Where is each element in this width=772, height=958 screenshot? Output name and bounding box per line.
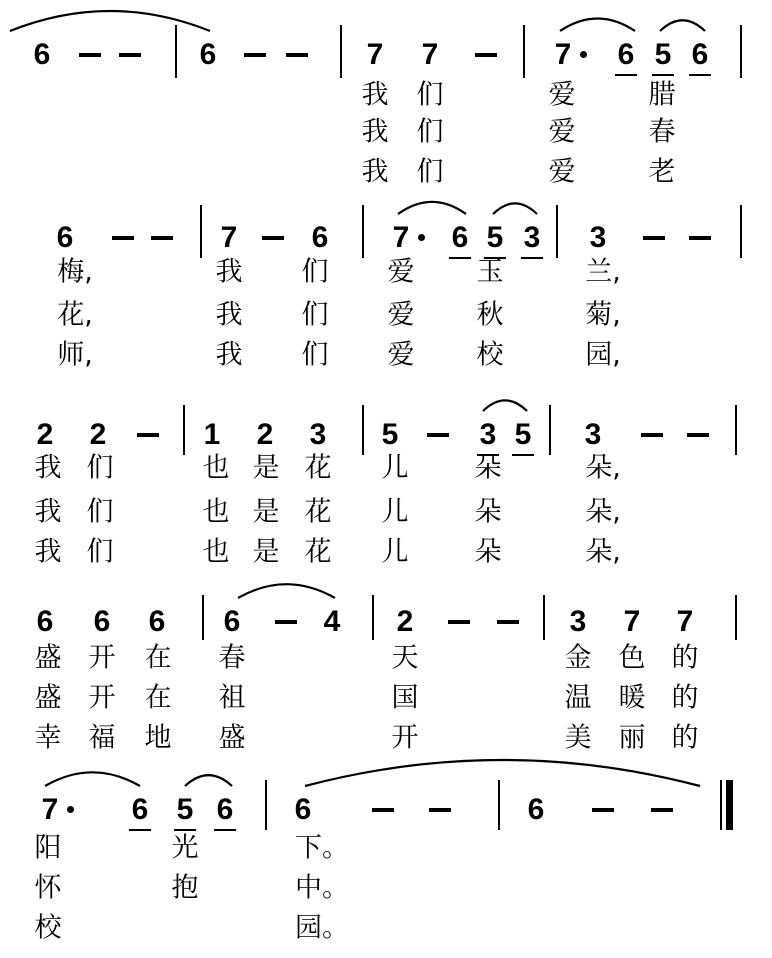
- duration-dash: [429, 808, 451, 812]
- duration-dash: [112, 236, 134, 240]
- barline: [200, 205, 202, 258]
- duration-dash: [475, 53, 497, 57]
- note: 6: [223, 605, 241, 638]
- lyric-syllable: 爱: [548, 156, 576, 188]
- lyric-syllable: 我: [361, 116, 389, 148]
- slur: [660, 20, 705, 31]
- lyric-syllable: 们: [301, 339, 329, 371]
- dotted-note-dot: [580, 51, 587, 58]
- lyric-syllable: 爱: [387, 339, 415, 371]
- lyric-syllable: 兰,: [585, 256, 621, 288]
- lyric-syllable: 我: [215, 256, 243, 288]
- duration-dash: [151, 236, 173, 240]
- lyric-syllable: 开: [88, 642, 116, 674]
- eighth-note-underline: [129, 829, 151, 831]
- lyric-syllable: 园。: [295, 912, 349, 944]
- duration-dash: [643, 236, 665, 240]
- lyric-syllable: 丽: [618, 722, 646, 754]
- lyric-syllable: 阳: [34, 832, 62, 864]
- note: 6: [199, 38, 217, 71]
- note: 6: [56, 221, 74, 254]
- note: 6: [451, 221, 469, 254]
- duration-dash: [689, 236, 711, 240]
- duration-dash: [641, 433, 663, 437]
- lyric-syllable: 朵: [474, 452, 502, 484]
- note: 7: [676, 605, 694, 638]
- lyric-syllable: 的: [671, 642, 699, 674]
- slur: [238, 584, 335, 598]
- lyric-syllable: 我: [215, 339, 243, 371]
- note: 6: [36, 605, 54, 638]
- note: 6: [33, 38, 51, 71]
- note: 5: [514, 418, 532, 451]
- lyric-syllable: 朵: [474, 536, 502, 568]
- duration-dash: [651, 808, 673, 812]
- eighth-note-underline: [689, 74, 711, 76]
- lyric-syllable: 师,: [57, 339, 93, 371]
- slur: [305, 760, 700, 786]
- slur: [45, 772, 140, 786]
- note: 3: [479, 418, 497, 451]
- final-barline-thin: [720, 780, 722, 830]
- lyric-syllable: 们: [86, 496, 114, 528]
- duration-dash: [244, 53, 266, 57]
- note: 7: [421, 38, 439, 71]
- note: 7: [41, 793, 59, 826]
- lyric-syllable: 梅,: [57, 256, 93, 288]
- lyric-syllable: 的: [671, 722, 699, 754]
- lyric-syllable: 我: [361, 79, 389, 111]
- note: 3: [584, 418, 602, 451]
- slur: [560, 19, 635, 32]
- duration-dash: [687, 433, 709, 437]
- duration-dash: [275, 620, 297, 624]
- barline: [183, 405, 185, 455]
- note: 6: [617, 38, 635, 71]
- eighth-note-underline: [174, 829, 196, 831]
- lyric-syllable: 祖: [218, 682, 246, 714]
- lyric-syllable: 光: [171, 832, 199, 864]
- note: 7: [623, 605, 641, 638]
- lyric-syllable: 下。: [295, 832, 349, 864]
- lyric-syllable: 地: [144, 722, 172, 754]
- lyric-syllable: 美: [564, 722, 592, 754]
- duration-dash: [262, 236, 284, 240]
- barline: [362, 405, 364, 455]
- duration-dash: [137, 433, 159, 437]
- lyric-syllable: 花,: [57, 299, 93, 331]
- note: 1: [203, 418, 221, 451]
- duration-dash: [372, 808, 394, 812]
- eighth-note-underline: [214, 829, 236, 831]
- note: 3: [309, 418, 327, 451]
- note: 4: [323, 605, 341, 638]
- lyric-syllable: 儿: [381, 452, 409, 484]
- lyric-syllable: 在: [144, 642, 172, 674]
- lyric-syllable: 儿: [381, 536, 409, 568]
- note: 2: [396, 605, 414, 638]
- barline: [265, 780, 267, 830]
- note: 6: [216, 793, 234, 826]
- note: 2: [89, 418, 107, 451]
- lyric-syllable: 朵,: [585, 536, 621, 568]
- duration-dash: [497, 620, 519, 624]
- eighth-note-underline: [512, 454, 534, 456]
- slur: [185, 775, 232, 786]
- lyric-syllable: 校: [34, 912, 62, 944]
- lyric-syllable: 秋: [476, 299, 504, 331]
- lyric-syllable: 色: [618, 642, 646, 674]
- lyric-syllable: 是: [252, 452, 280, 484]
- note: 7: [392, 221, 410, 254]
- eighth-note-underline: [521, 257, 543, 259]
- dotted-note-dot: [418, 234, 425, 241]
- lyric-syllable: 暖: [618, 682, 646, 714]
- note: 6: [294, 793, 312, 826]
- duration-dash: [448, 620, 470, 624]
- lyric-syllable: 我: [34, 536, 62, 568]
- note: 6: [131, 793, 149, 826]
- dotted-note-dot: [67, 806, 74, 813]
- lyric-syllable: 抱: [171, 872, 199, 904]
- note: 6: [93, 605, 111, 638]
- lyric-syllable: 玉: [476, 256, 504, 288]
- lyric-syllable: 福: [88, 722, 116, 754]
- lyric-syllable: 温: [564, 682, 592, 714]
- lyric-syllable: 是: [252, 496, 280, 528]
- lyric-syllable: 们: [416, 156, 444, 188]
- lyric-syllable: 爱: [387, 256, 415, 288]
- note: 6: [148, 605, 166, 638]
- barline: [740, 25, 742, 78]
- barline: [549, 405, 551, 455]
- slur: [398, 202, 466, 214]
- barline: [340, 25, 342, 78]
- eighth-note-underline: [652, 74, 674, 76]
- lyric-syllable: 开: [88, 682, 116, 714]
- duration-dash: [427, 433, 449, 437]
- lyric-syllable: 开: [391, 722, 419, 754]
- barline: [175, 25, 177, 78]
- note: 5: [176, 793, 194, 826]
- lyric-syllable: 爱: [387, 299, 415, 331]
- note: 3: [569, 605, 587, 638]
- lyric-syllable: 们: [301, 256, 329, 288]
- note: 5: [486, 221, 504, 254]
- lyric-syllable: 中。: [295, 872, 349, 904]
- eighth-note-underline: [449, 257, 471, 259]
- lyric-syllable: 菊,: [585, 299, 621, 331]
- lyric-syllable: 朵,: [585, 496, 621, 528]
- note: 2: [36, 418, 54, 451]
- lyric-syllable: 朵,: [585, 452, 621, 484]
- lyric-syllable: 老: [648, 156, 676, 188]
- barline: [543, 595, 545, 640]
- note: 7: [220, 221, 238, 254]
- lyric-syllable: 爱: [548, 116, 576, 148]
- barline: [740, 205, 742, 258]
- final-barline-thick: [726, 780, 733, 830]
- lyric-syllable: 们: [86, 536, 114, 568]
- note: 7: [366, 38, 384, 71]
- lyric-syllable: 花: [304, 496, 332, 528]
- lyric-syllable: 花: [304, 536, 332, 568]
- barline: [523, 25, 525, 78]
- barline: [556, 205, 558, 258]
- lyric-syllable: 国: [391, 682, 419, 714]
- barline: [498, 780, 500, 830]
- duration-dash: [592, 808, 614, 812]
- slur: [483, 400, 527, 411]
- lyric-syllable: 也: [202, 536, 230, 568]
- note: 2: [256, 418, 274, 451]
- lyric-syllable: 是: [252, 536, 280, 568]
- lyric-syllable: 们: [416, 116, 444, 148]
- lyric-syllable: 校: [476, 339, 504, 371]
- duration-dash: [79, 53, 101, 57]
- barline: [735, 595, 737, 640]
- lyric-syllable: 盛: [34, 642, 62, 674]
- barline: [202, 595, 204, 640]
- barline: [372, 595, 374, 640]
- eighth-note-underline: [615, 74, 637, 76]
- lyric-syllable: 们: [301, 299, 329, 331]
- lyric-syllable: 也: [202, 496, 230, 528]
- lyric-syllable: 园,: [585, 339, 621, 371]
- lyric-syllable: 幸: [34, 722, 62, 754]
- lyric-syllable: 也: [202, 452, 230, 484]
- lyric-syllable: 朵: [474, 496, 502, 528]
- lyric-syllable: 我: [34, 496, 62, 528]
- lyric-syllable: 我: [361, 156, 389, 188]
- lyric-syllable: 天: [391, 642, 419, 674]
- note: 3: [589, 221, 607, 254]
- note: 6: [527, 793, 545, 826]
- note: 6: [311, 221, 329, 254]
- note: 7: [554, 38, 572, 71]
- lyric-syllable: 盛: [34, 682, 62, 714]
- lyric-syllable: 春: [218, 642, 246, 674]
- note: 5: [381, 418, 399, 451]
- duration-dash: [119, 53, 141, 57]
- lyric-syllable: 爱: [548, 79, 576, 111]
- lyric-syllable: 的: [671, 682, 699, 714]
- lyric-syllable: 我: [34, 452, 62, 484]
- lyric-syllable: 金: [564, 642, 592, 674]
- lyric-syllable: 们: [86, 452, 114, 484]
- barline: [362, 205, 364, 258]
- note: 6: [691, 38, 709, 71]
- note: 5: [654, 38, 672, 71]
- lyric-syllable: 春: [648, 116, 676, 148]
- lyric-syllable: 我: [215, 299, 243, 331]
- lyric-syllable: 儿: [381, 496, 409, 528]
- duration-dash: [286, 53, 308, 57]
- lyric-syllable: 怀: [34, 872, 62, 904]
- lyric-syllable: 腊: [648, 79, 676, 111]
- note: 3: [523, 221, 541, 254]
- lyric-syllable: 在: [144, 682, 172, 714]
- lyric-syllable: 花: [304, 452, 332, 484]
- lyric-syllable: 们: [416, 79, 444, 111]
- lyric-syllable: 盛: [218, 722, 246, 754]
- barline: [735, 405, 737, 455]
- slur: [10, 11, 210, 31]
- slur: [493, 203, 537, 214]
